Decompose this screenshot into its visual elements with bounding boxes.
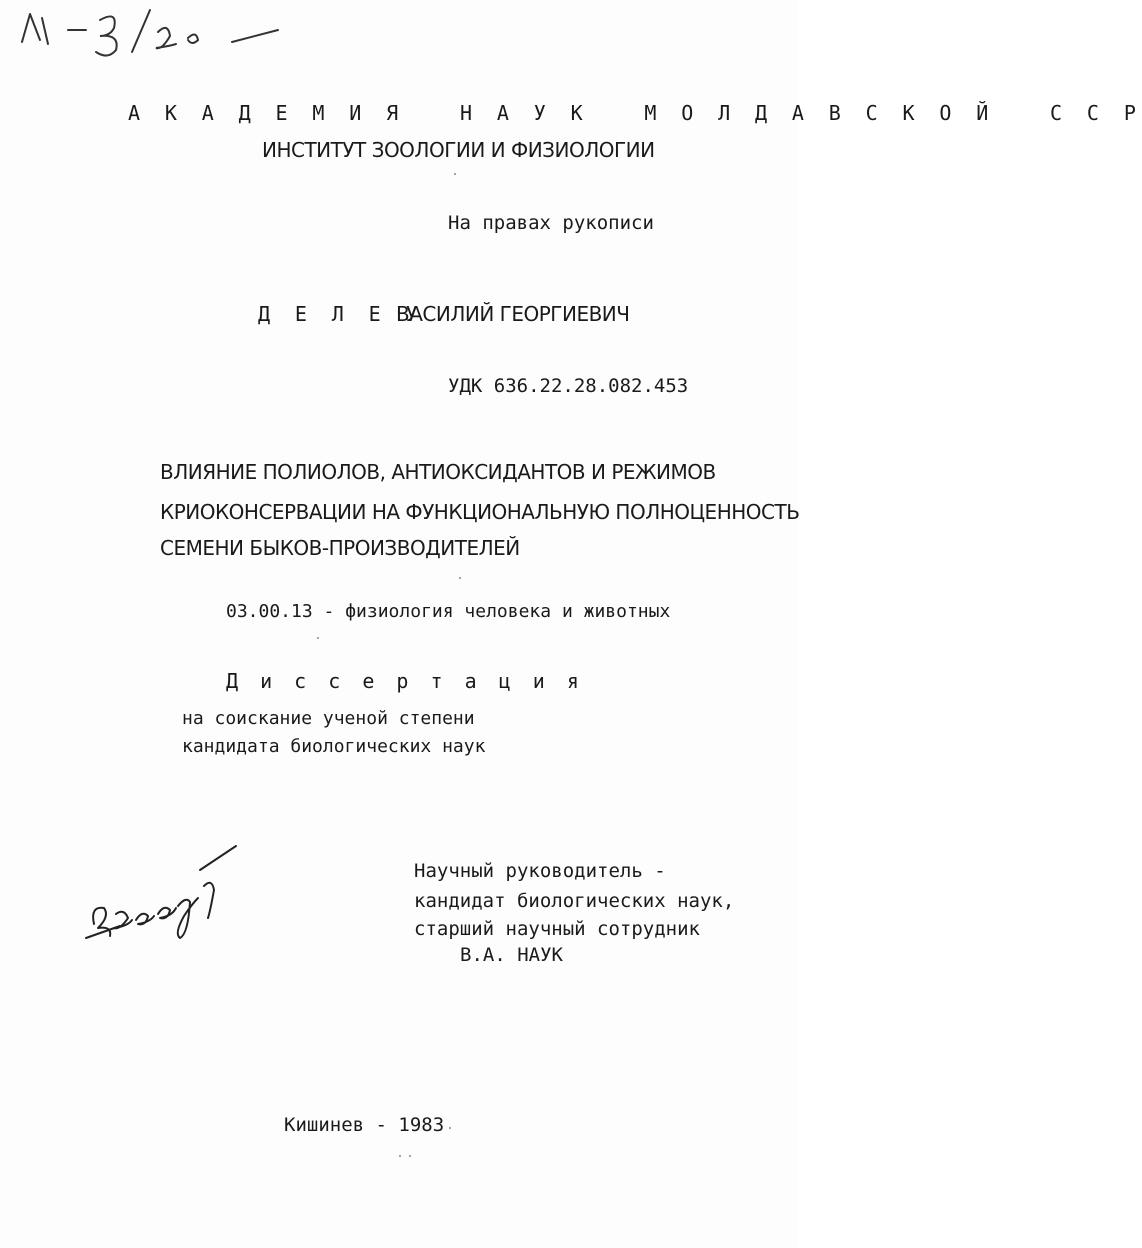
author-surname: Д Е Л Е У <box>258 302 424 326</box>
title-line-2: КРИОКОНСЕРВАЦИИ НА ФУНКЦИОНАЛЬНУЮ ПОЛНОЦЕННОСТЬ <box>160 500 800 524</box>
supervisor-name: В.А. НАУК <box>460 944 563 966</box>
udc-code: УДК 636.22.28.082.453 <box>448 375 689 397</box>
manuscript-note: На правах рукописи <box>448 212 654 234</box>
title-line-3: СЕМЕНИ БЫКОВ-ПРОИЗВОДИТЕЛЕЙ <box>160 536 520 560</box>
thesis-purpose-line-2: кандидата биологических наук <box>182 736 486 757</box>
author-given-names: ВАСИЛИЙ ГЕОРГИЕВИЧ <box>396 302 630 326</box>
thesis-label: Д и с с е р т а ц и я <box>226 669 584 693</box>
title-line-1: ВЛИЯНИЕ ПОЛИОЛОВ, АНТИОКСИДАНТОВ И РЕЖИМОВ <box>160 460 716 484</box>
supervisor-line-3: старший научный сотрудник <box>414 918 700 940</box>
thesis-purpose-line-1: на соискание ученой степени <box>182 708 475 729</box>
supervisor-line-2: кандидат биологических наук, <box>414 890 735 912</box>
specialty-code: 03.00.13 - физиология человека и животных <box>226 601 671 622</box>
academy-name: А К А Д Е М И Я Н А У К М О Л Д А В С К О Й С С Р <box>128 101 1142 125</box>
institute-name: ИНСТИТУТ ЗООЛОГИИ И ФИЗИОЛОГИИ <box>262 138 655 162</box>
supervisor-line-1: Научный руководитель - <box>414 860 666 882</box>
city-year: Кишинев - 1983 <box>284 1114 445 1136</box>
